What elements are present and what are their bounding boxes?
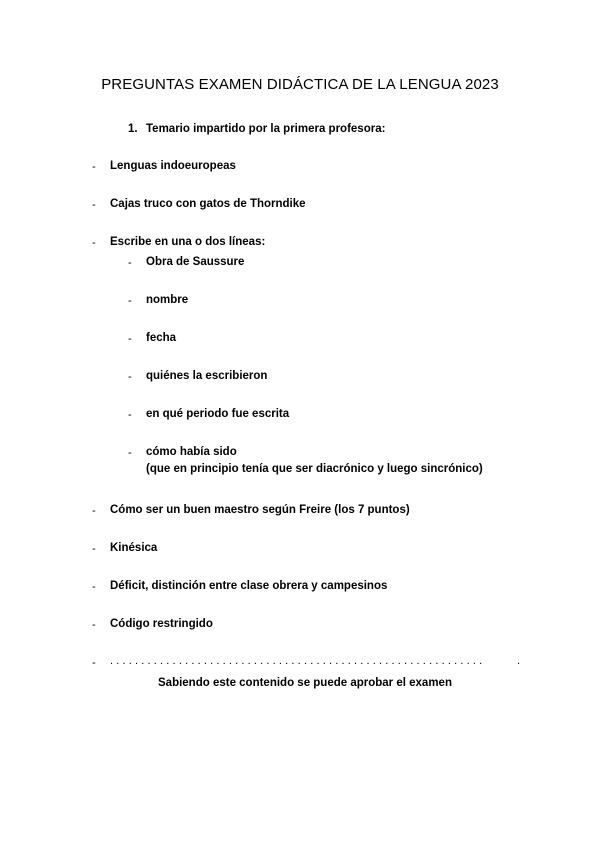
section-heading: Temario impartido por la primera profesora: (146, 123, 386, 135)
sub-bullet-dash: - (128, 333, 132, 345)
sub-bullet-dash: - (128, 257, 132, 269)
list-item: Cómo ser un buen maestro según Freire (los 7 puntos) (110, 504, 410, 516)
bullet-dash: - (92, 237, 96, 249)
bullet-dash: - (92, 619, 96, 631)
bullet-dash: - (92, 199, 96, 211)
bullet-dash: - (92, 657, 96, 669)
sub-list-item: en qué periodo fue escrita (146, 408, 290, 420)
sub-list-item: nombre (146, 294, 189, 306)
list-item: Escribe en una o dos líneas: (110, 236, 266, 248)
dotted-line: ............................................................ (110, 655, 486, 667)
sub-list-item: Obra de Saussure (146, 256, 245, 268)
sub-bullet-dash: - (128, 371, 132, 383)
list-item: Lenguas indoeuropeas (110, 160, 236, 172)
bullet-dash: - (92, 161, 96, 173)
section-number: 1. (128, 123, 138, 135)
sub-list-item: cómo había sido (146, 446, 237, 458)
list-item: Cajas truco con gatos de Thorndike (110, 198, 306, 210)
bullet-dash: - (92, 581, 96, 593)
list-item: Código restringido (110, 618, 213, 630)
sub-list-item: fecha (146, 332, 177, 344)
footer-note: Sabiendo este contenido se puede aprobar el examen (158, 677, 452, 689)
sub-list-item-note: (que en principio tenía que ser diacrónico y luego sincrónico) (146, 463, 483, 475)
sub-bullet-dash: - (128, 295, 132, 307)
sub-list-item: quiénes la escribieron (146, 370, 268, 382)
sub-bullet-dash: - (128, 409, 132, 421)
sub-bullet-dash: - (128, 447, 132, 459)
bullet-dash: - (92, 505, 96, 517)
list-item: Kinésica (110, 542, 158, 554)
bullet-dash: - (92, 543, 96, 555)
dotted-line-end: . (517, 655, 524, 667)
document-title: PREGUNTAS EXAMEN DIDÁCTICA DE LA LENGUA 2023 (101, 76, 499, 93)
list-item: Déficit, distinción entre clase obrera y campesinos (110, 580, 388, 592)
